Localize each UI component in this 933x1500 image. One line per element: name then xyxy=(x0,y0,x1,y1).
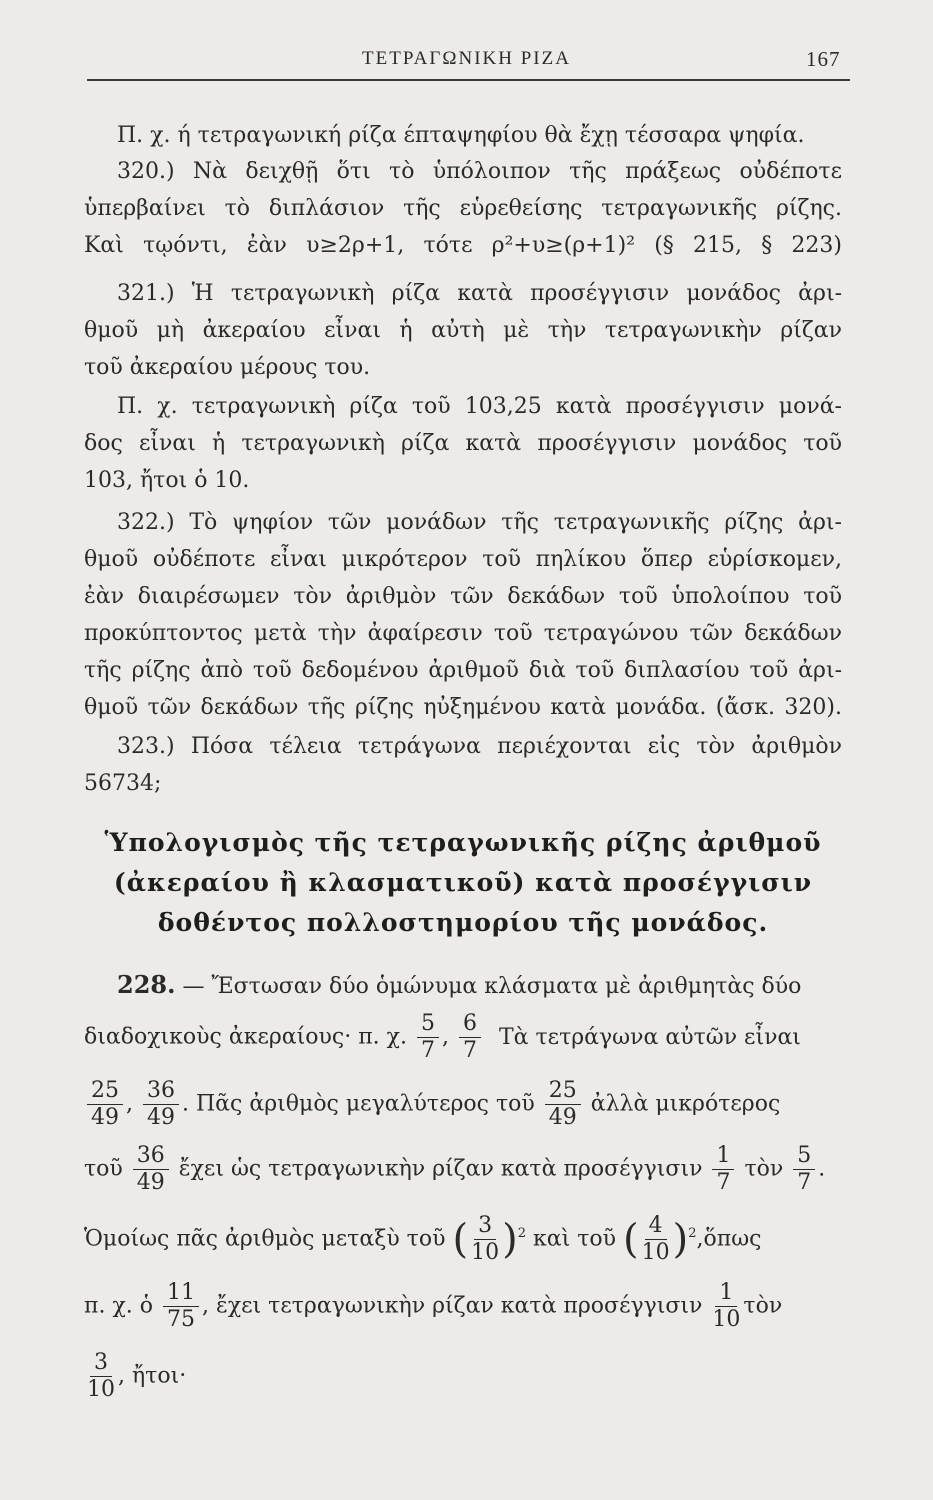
text-line: Καὶ τῳόντι, ἐὰν υ≥2ρ+1, τότε ρ²+υ≥(ρ+1)² (§ 215, § 223) xyxy=(84,233,842,258)
text-line: ὑπερβαίνει τὸ διπλάσιον τῆς εὑρεθείσης τετραγωνικῆς ρίζης. xyxy=(84,196,842,221)
fraction: $\frac{25}{49}$ xyxy=(545,1080,581,1129)
text-line: θμοῦ οὐδέποτε εἶναι μικρότερον τοῦ πηλίκου ὅπερ εὑρίσκομεν, xyxy=(84,547,842,572)
fraction: $\frac{3}{10}$ xyxy=(471,1213,500,1265)
math-line: Ὁμοίως πᾶς ἀριθμὸς μεταξὺ τοῦ ( $\frac{3}{10}$ )$^2$ καὶ τοῦ ( $\frac{4}{10}$ )$^2$,ὅπως xyxy=(84,1213,762,1265)
fraction: $\frac{5}{7}$ xyxy=(417,1013,439,1062)
text-line: προκύπτοντος μετὰ τὴν ἀφαίρεσιν τοῦ τετραγώνου τῶν δεκάδων xyxy=(84,621,842,646)
section-heading: (ἀκεραίου ἢ κλασματικοῦ) κατὰ προσέγγισιν xyxy=(113,868,813,897)
text-line: 322.) Τὸ ψηφίον τῶν μονάδων τῆς τετραγωνικῆς ρίζης ἀρι- xyxy=(117,510,842,535)
fraction: $\frac{1}{10}$ xyxy=(712,1280,741,1332)
math-line: τοῦ $\frac{36}{49}$ ἔχει ὡς τετραγωνικὴν ρίζαν κατὰ προσέγγισιν $\frac{1}{7}$ τὸν $\frac{5}{7}$ . xyxy=(84,1143,826,1195)
text-line: θμοῦ τῶν δεκάδων τῆς ρίζης ηὐξημένου κατὰ μονάδα. (ἄσκ. 320). xyxy=(84,695,842,720)
header-rule xyxy=(87,79,850,81)
fraction: $\frac{11}{75}$ xyxy=(163,1282,199,1331)
math-line: $\frac{3}{10}$ , ἤτοι· xyxy=(87,1350,187,1402)
text-line: δος εἶναι ἡ τετραγωνικὴ ρίζα κατὰ προσέγγισιν μονάδος τοῦ xyxy=(84,431,842,456)
text-line: θμοῦ μὴ ἀκεραίου εἶναι ἡ αὐτὴ μὲ τὴν τετραγωνικὴν ρίζαν xyxy=(84,318,842,343)
math-line: π. χ. ὁ $\frac{11}{75}$ , ἔχει τετραγωνικὴν ρίζαν κατὰ προσέγγισιν $\frac{1}{10}$ τὸν xyxy=(84,1280,783,1332)
running-head: ΤΕΤΡΑΓΩΝΙΚΗ ΡΙΖΑ xyxy=(362,48,571,69)
text-line: ἐὰν διαιρέσωμεν τὸν ἀριθμὸν τῶν δεκάδων τοῦ ὑπολοίπου τοῦ xyxy=(84,584,842,609)
fraction: $\frac{1}{7}$ xyxy=(712,1145,734,1194)
text-line: τῆς ρίζης ἀπὸ τοῦ δεδομένου ἀριθμοῦ διὰ τοῦ διπλασίου τοῦ ἀρι- xyxy=(84,658,842,683)
section-heading: Ὑπολογισμὸς τῆς τετραγωνικῆς ρίζης ἀριθμοῦ xyxy=(104,828,822,857)
text-line: Π. χ. τετραγωνικὴ ρίζα τοῦ 103,25 κατὰ προσέγγισιν μονά- xyxy=(117,394,842,419)
math-line: διαδοχικοὺς ἀκεραίους· π. χ. $\frac{5}{7}$ , $\frac{6}{7}$ Τὰ τετράγωνα αὐτῶν εἶναι xyxy=(84,1011,801,1063)
math-line: $\frac{25}{49}$ , $\frac{36}{49}$ . Πᾶς ἀριθμὸς μεγαλύτερος τοῦ $\frac{25}{49}$ ἀλλὰ μικρότερος xyxy=(84,1080,780,1129)
fraction: $\frac{5}{7}$ xyxy=(793,1145,815,1194)
paragraph-228-line: 228. — Ἔστωσαν δύο ὁμώνυμα κλάσματα μὲ ἀριθμητὰς δύο xyxy=(117,970,802,999)
fraction: $\frac{6}{7}$ xyxy=(459,1013,481,1062)
text-line: 56734; xyxy=(84,771,162,796)
text-line: 323.) Πόσα τέλεια τετράγωνα περιέχονται εἰς τὸν ἀριθμὸν xyxy=(117,734,842,759)
text-line: 321.) Ἡ τετραγωνικὴ ρίζα κατὰ προσέγγισιν μονάδος ἀρι- xyxy=(117,281,842,306)
text-line: τοῦ ἀκεραίου μέρους του. xyxy=(84,355,371,380)
fraction: $\frac{25}{49}$ xyxy=(87,1080,123,1129)
fraction: $\frac{36}{49}$ xyxy=(133,1145,169,1194)
text-line: 320.) Νὰ δειχθῇ ὅτι τὸ ὑπόλοιπον τῆς πράξεως οὐδέποτε xyxy=(117,159,842,184)
page-number: 167 xyxy=(806,47,841,71)
paragraph-number: 228. xyxy=(117,970,176,999)
text-line: 103, ἤτοι ὁ 10. xyxy=(84,468,250,493)
fraction: $\frac{3}{10}$ xyxy=(87,1350,115,1402)
fraction: $\frac{4}{10}$ xyxy=(641,1213,670,1265)
section-heading: δοθέντος πολλοστημορίου τῆς μονάδος. xyxy=(157,908,769,937)
fraction: $\frac{36}{49}$ xyxy=(143,1080,179,1129)
text-line: Π. χ. ή τετραγωνική ρίζα έπταψηφίου θὰ ἔχῃ τέσσαρα ψηφία. xyxy=(117,123,805,148)
